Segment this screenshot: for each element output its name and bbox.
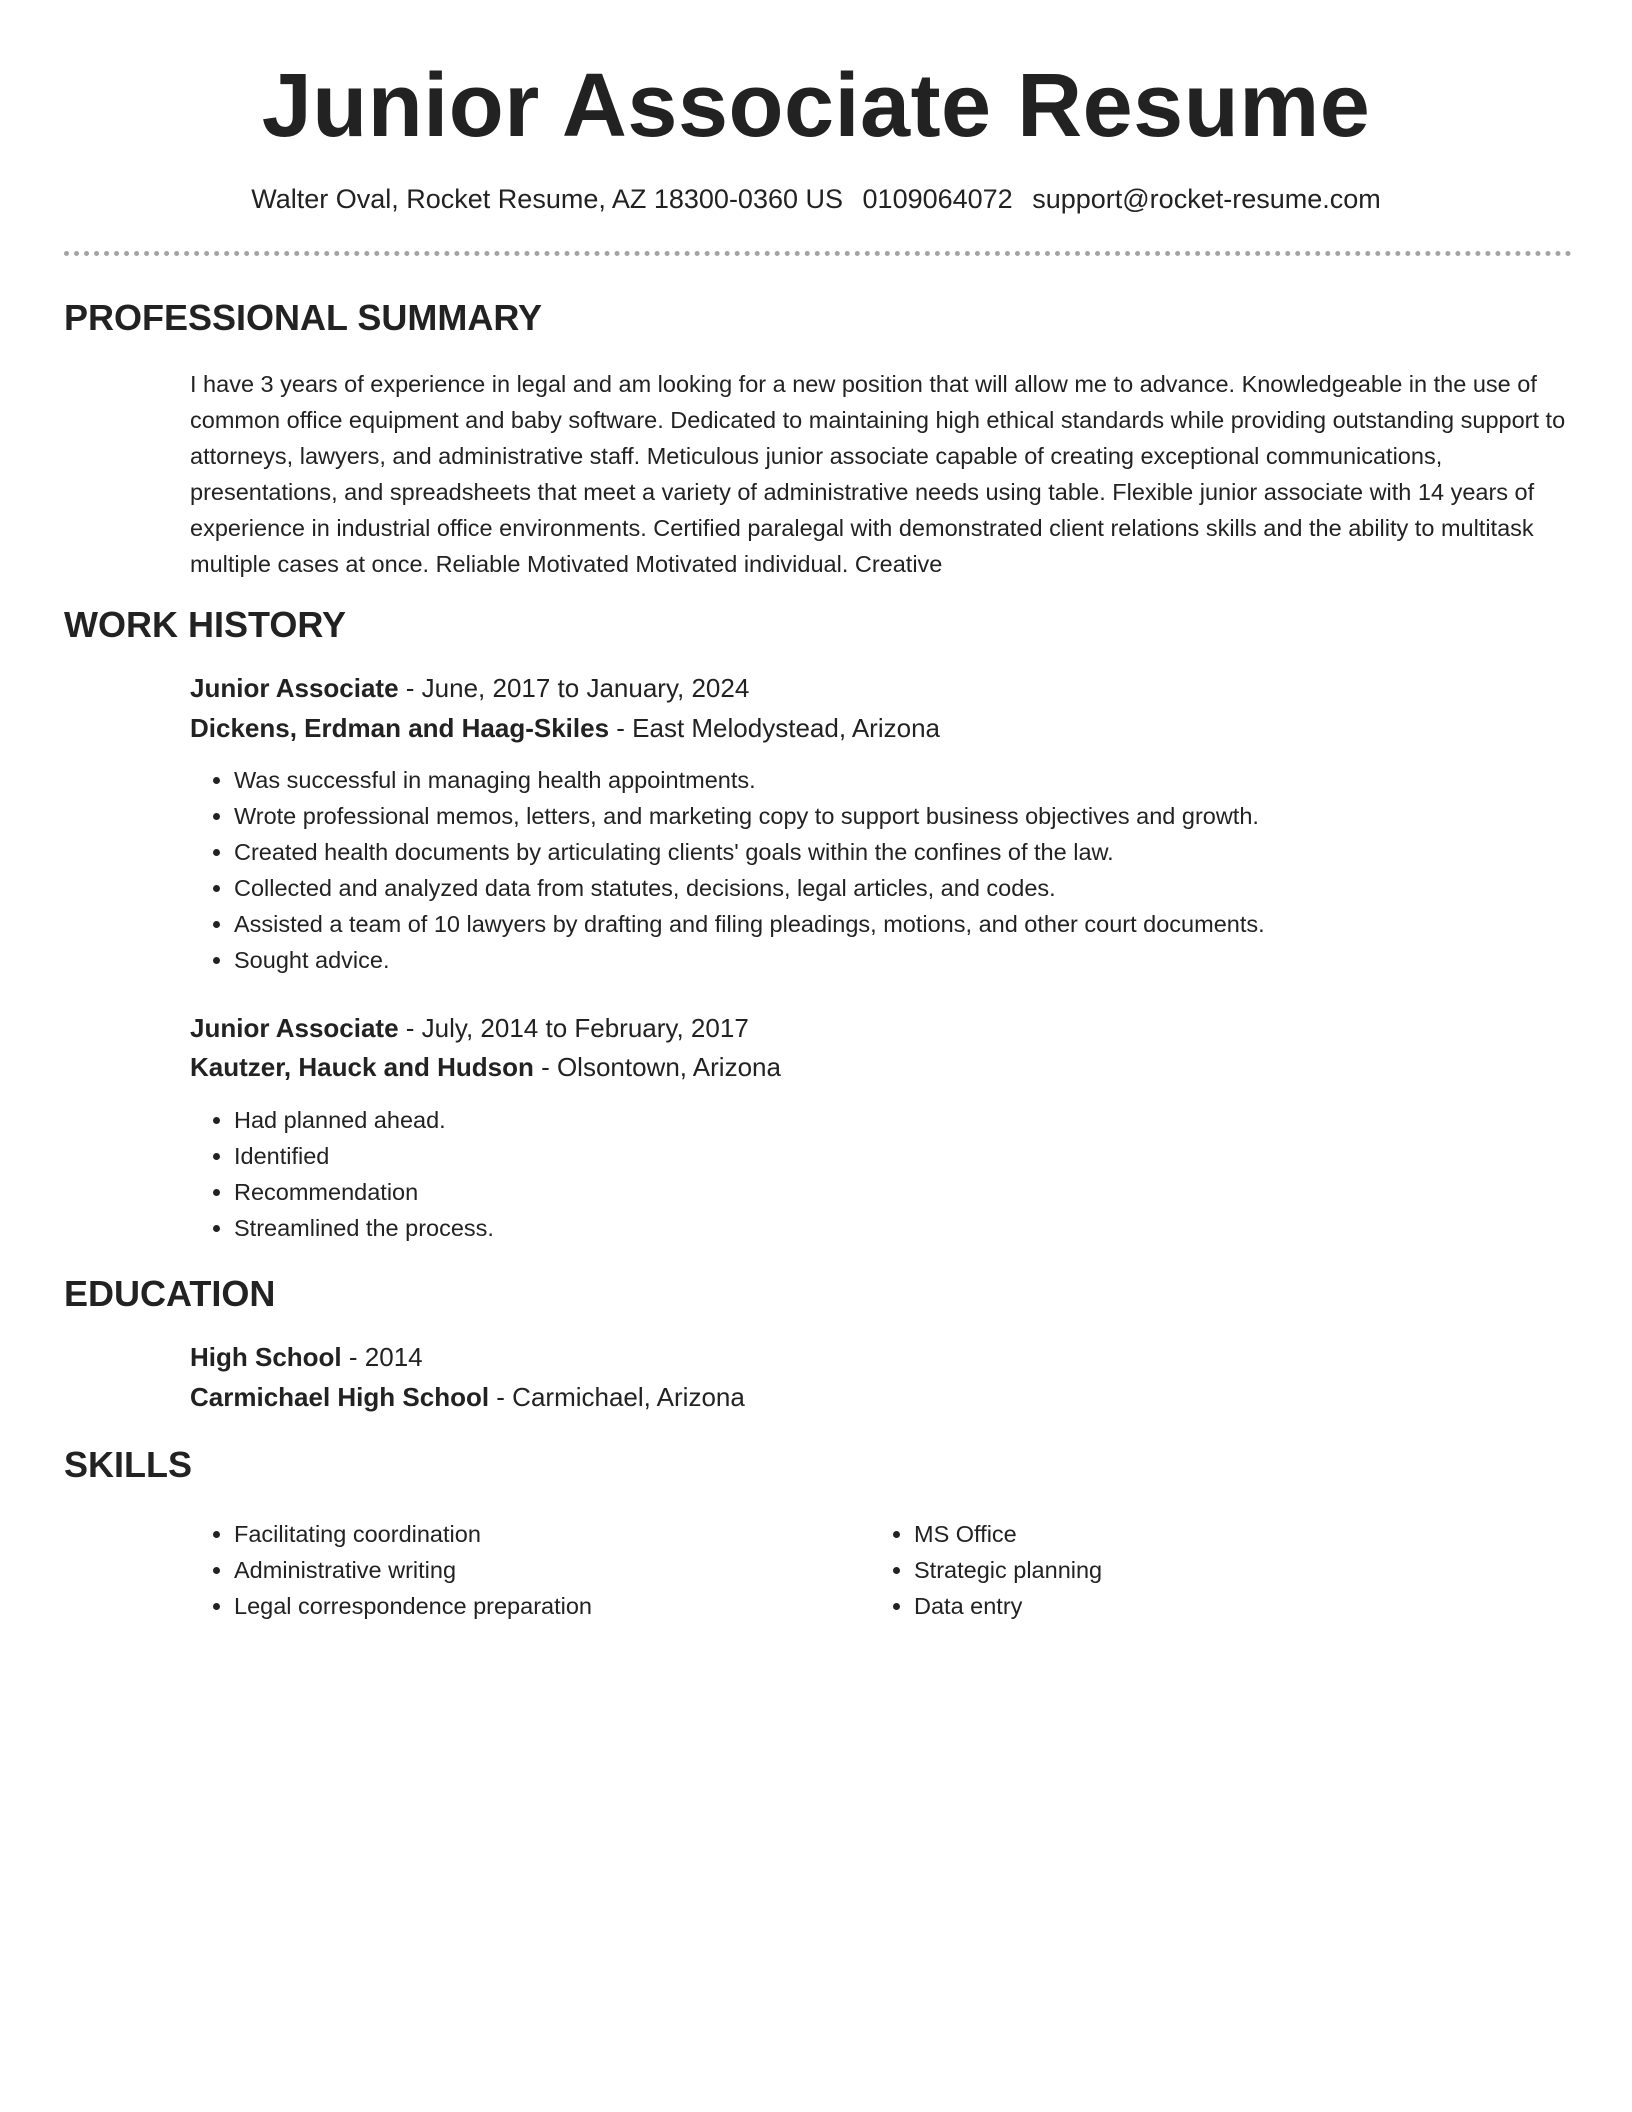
job-2-company-line	[190, 1049, 781, 1085]
list-item: • Data entry	[914, 1588, 1102, 1624]
skills-list-right	[870, 1516, 1102, 1624]
contact-email: support@rocket-resume.com	[1032, 184, 1381, 214]
education-degree-line	[190, 1339, 423, 1375]
list-item: • Sought advice.	[234, 942, 1265, 978]
list-item: • Legal correspondence preparation	[234, 1588, 592, 1624]
job-1-title-line	[190, 670, 749, 706]
list-item: • Had planned ahead.	[234, 1102, 494, 1138]
list-item: • Administrative writing	[234, 1552, 592, 1588]
skills-list-left	[190, 1516, 592, 1624]
resume-title: Junior Associate Resume	[261, 56, 1371, 156]
summary-text: I have 3 years of experience in legal and am looking for a new position that will allow me to advance. Knowledgeable in the use of common office equipment and baby software. Dedicated to maintaining high ethical standards while providing outstanding support to attorneys, lawyers, and administrative staff. Meticulous junior associate capable of creating exceptional communications, presentations, and spreadsheets that meet a variety of administrative needs using table. Flexible junior associate with 14 years of experience in industrial office environments. Certified paralegal with demonstrated client relations skills and the ability to multitask multiple cases at once. Reliable Motivated Motivated individual. Creative	[190, 371, 1566, 577]
education-location: - Carmichael, Arizona	[489, 1382, 745, 1412]
education-year: - 2014	[341, 1342, 423, 1372]
list-item: • Strategic planning	[914, 1552, 1102, 1588]
list-item: • Created health documents by articulating clients' goals within the confines of the law.	[234, 834, 1265, 870]
job-1-dates: - June, 2017 to January, 2024	[398, 673, 750, 703]
education-heading: EDUCATION	[64, 1273, 276, 1314]
work-history-heading: WORK HISTORY	[64, 604, 347, 645]
job-2-bullets	[190, 1102, 494, 1246]
contact-phone: 0109064072	[862, 184, 1013, 214]
contact-line	[0, 181, 1632, 217]
list-item: • Collected and analyzed data from statutes, decisions, legal articles, and codes.	[234, 870, 1265, 906]
list-item: • Wrote professional memos, letters, and marketing copy to support business objectives and growth.	[234, 798, 1265, 834]
education-degree: High School	[190, 1342, 342, 1372]
job-2-dates: - July, 2014 to February, 2017	[398, 1013, 749, 1043]
list-item: • Facilitating coordination	[234, 1516, 592, 1552]
job-2-company: Kautzer, Hauck and Hudson	[190, 1052, 534, 1082]
job-2-location: - Olsontown, Arizona	[533, 1052, 781, 1082]
job-1-location: - East Melodystead, Arizona	[609, 713, 940, 743]
job-1-company: Dickens, Erdman and Haag-Skiles	[190, 713, 610, 743]
job-1-role: Junior Associate	[190, 673, 399, 703]
education-school-line	[190, 1379, 745, 1415]
skills-heading: SKILLS	[64, 1444, 193, 1485]
contact-address: Walter Oval, Rocket Resume, AZ 18300-0360 US	[251, 184, 844, 214]
job-2-role: Junior Associate	[190, 1013, 399, 1043]
list-item: • Streamlined the process.	[234, 1210, 494, 1246]
job-1-bullets	[190, 762, 1265, 978]
job-1-company-line	[190, 710, 940, 746]
job-2-title-line	[190, 1010, 749, 1046]
list-item: • Was successful in managing health appointments.	[234, 762, 1265, 798]
header-divider	[64, 251, 1572, 256]
list-item: • Assisted a team of 10 lawyers by drafting and filing pleadings, motions, and other court documents.	[234, 906, 1265, 942]
list-item: • Recommendation	[234, 1174, 494, 1210]
list-item: • MS Office	[914, 1516, 1102, 1552]
education-school: Carmichael High School	[190, 1382, 490, 1412]
list-item: • Identified	[234, 1138, 494, 1174]
summary-heading: PROFESSIONAL SUMMARY	[64, 297, 543, 338]
